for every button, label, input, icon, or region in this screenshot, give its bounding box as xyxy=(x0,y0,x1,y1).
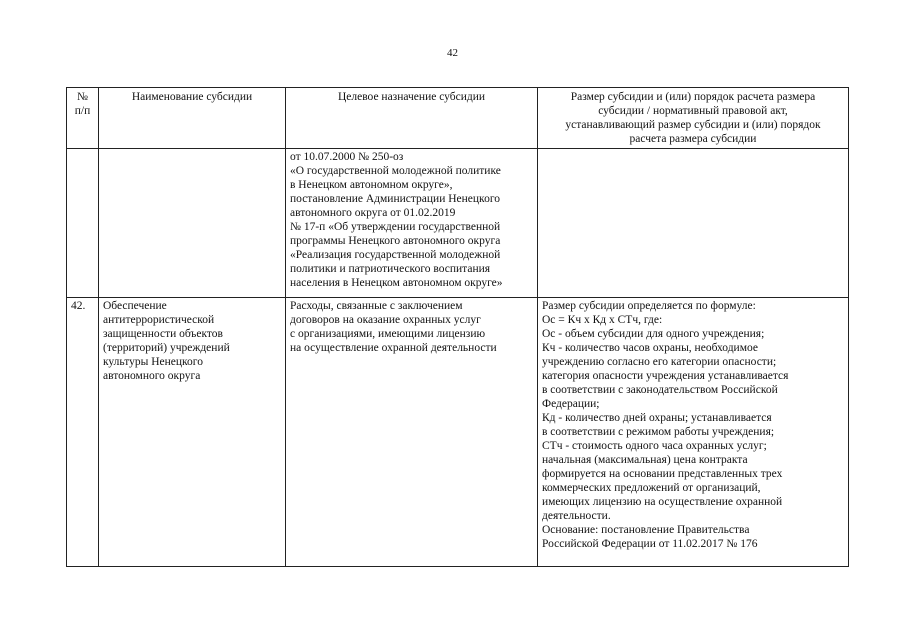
purpose-line: автономного округа от 01.02.2019 xyxy=(290,207,456,219)
purpose-line: от 10.07.2000 № 250-оз xyxy=(290,151,404,163)
table-row-item-42 xyxy=(67,298,849,567)
purpose-line: на осуществление охранной деятельности xyxy=(290,342,497,354)
header-size-calculation xyxy=(538,88,849,149)
header-number-line: п/п xyxy=(74,105,91,117)
size-line: категория опасности учреждения устанавливается xyxy=(542,370,789,382)
cell-subsidy-name xyxy=(99,298,286,567)
size-line: Федерации; xyxy=(542,398,600,410)
purpose-line: с организациями, имеющими лицензию xyxy=(290,328,486,340)
size-line: Российской Федерации от 11.02.2017 № 176 xyxy=(542,538,758,550)
size-line: Ос - объем субсидии для одного учреждения; xyxy=(542,328,765,340)
cell-size-empty xyxy=(538,149,849,298)
page-number: 42 xyxy=(447,47,458,59)
cell-size-calculation xyxy=(538,298,849,567)
header-size-line: субсидии / нормативный правовой акт, xyxy=(598,105,788,117)
size-line: учреждению согласно его категории опасности; xyxy=(542,356,777,368)
purpose-line: договоров на оказание охранных услуг xyxy=(290,314,481,326)
name-line: защищенности объектов xyxy=(103,328,223,340)
cell-purpose xyxy=(286,298,538,567)
header-size-line: устанавливающий размер субсидии и (или) порядок xyxy=(565,119,821,131)
purpose-line: Расходы, связанные с заключением xyxy=(290,300,463,312)
size-line: Кд - количество дней охраны; устанавливается xyxy=(542,412,772,424)
header-purpose-line: Целевое назначение субсидии xyxy=(337,91,486,103)
purpose-line: «Реализация государственной молодежной xyxy=(290,249,501,261)
table-header-row xyxy=(67,88,849,149)
purpose-line: в Ненецком автономном округе», xyxy=(290,179,453,191)
purpose-line: населения в Ненецком автономном округе» xyxy=(290,277,503,289)
header-purpose xyxy=(286,88,538,149)
purpose-line: постановление Администрации Ненецкого xyxy=(290,193,500,205)
name-line: антитеррористической xyxy=(103,314,215,326)
size-line: Кч - количество часов охраны, необходимое xyxy=(542,342,758,354)
subsidy-table xyxy=(66,87,849,567)
size-line: деятельности. xyxy=(542,510,611,522)
cell-name-empty xyxy=(99,149,286,298)
size-line: в соответствии с законодательством Российской xyxy=(542,384,778,396)
header-subsidy-name xyxy=(99,88,286,149)
name-line: Обеспечение xyxy=(103,300,167,312)
size-line: СТч - стоимость одного часа охранных услуг; xyxy=(542,440,767,452)
size-line: имеющих лицензию на осуществление охранной xyxy=(542,496,783,508)
header-size-line: расчета размера субсидии xyxy=(629,133,757,145)
size-line: коммерческих предложений от организаций, xyxy=(542,482,761,494)
header-number xyxy=(67,88,99,149)
size-line: формируется на основании представленных трех xyxy=(542,468,783,480)
header-size-line: Размер субсидии и (или) порядок расчета размера xyxy=(570,91,816,103)
cell-item-number: 42. xyxy=(67,298,99,567)
purpose-line: программы Ненецкого автономного округа xyxy=(290,235,501,247)
size-line: Основание: постановление Правительства xyxy=(542,524,750,536)
size-line: начальная (максимальная) цена контракта xyxy=(542,454,748,466)
name-line: (территорий) учреждений xyxy=(103,342,230,354)
table-row-continuation xyxy=(67,149,849,298)
purpose-line: политики и патриотического воспитания xyxy=(290,263,491,275)
name-line: автономного округа xyxy=(103,370,201,382)
cell-number-empty xyxy=(67,149,99,298)
size-line: Размер субсидии определяется по формуле: xyxy=(542,300,756,312)
name-line: культуры Ненецкого xyxy=(103,356,203,368)
header-subsidy-name-line: Наименование субсидии xyxy=(131,91,253,103)
size-line: в соответствии с режимом работы учреждения; xyxy=(542,426,775,438)
purpose-line: № 17-п «Об утверждении государственной xyxy=(290,221,501,233)
size-line: Ос = Кч х Кд х СТч, где: xyxy=(542,314,663,326)
cell-purpose-continuation xyxy=(286,149,538,298)
purpose-line: «О государственной молодежной политике xyxy=(290,165,501,177)
header-number-line: № xyxy=(77,91,88,103)
